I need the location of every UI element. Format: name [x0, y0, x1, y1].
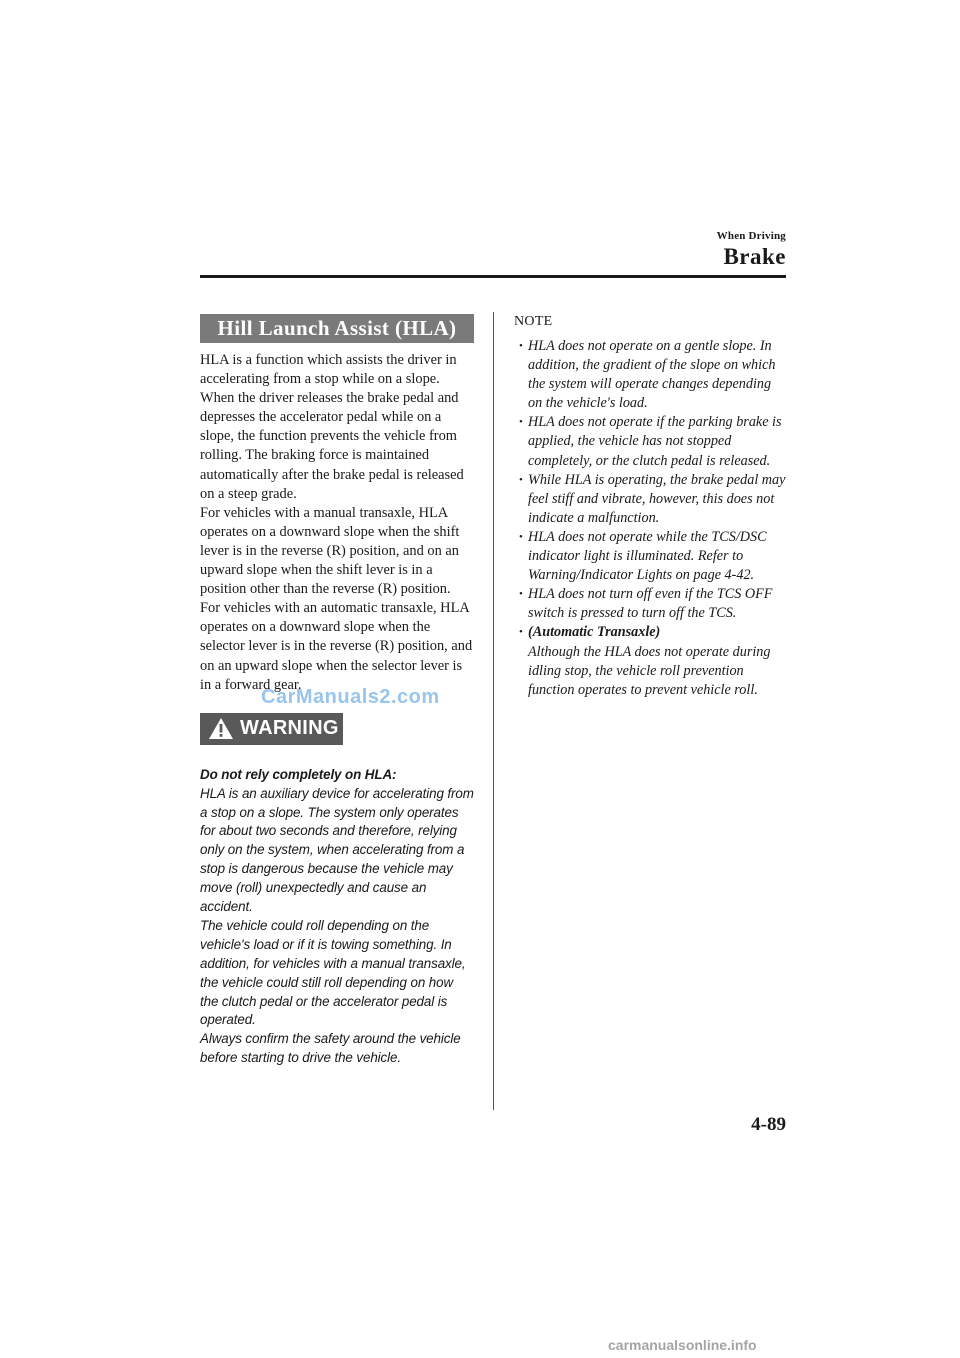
watermark-logo: CarManuals2.com [261, 686, 440, 708]
note-label: NOTE [514, 314, 553, 329]
warning-triangle-icon [208, 717, 234, 740]
note-item [512, 623, 788, 699]
warning-paragraph: Always confirm the safety around the vehicle before starting to drive the vehicle. [200, 1031, 461, 1066]
watermark-footer: carmanualsonline.info [608, 1337, 757, 1353]
note-list [512, 337, 788, 700]
note-text: HLA does not operate while the TCS/DSC indicator light is illuminated. Refer to Warning/Indicator Lights on page 4-42. [528, 528, 767, 584]
note-heading: (Automatic Transaxle) [528, 624, 661, 641]
right-column [512, 314, 788, 700]
warning-label: WARNING [240, 717, 339, 740]
hla-description [200, 351, 474, 695]
note-item [512, 528, 788, 585]
warning-paragraph: The vehicle could roll depending on the vehicle's load or if it is towing something. In addition, for vehicles with a manual transaxle, the vehicle could still roll depending on how the clutch pedal or the accelerator pedal is operated. [200, 917, 466, 1028]
note-text: HLA does not operate on a gentle slope. In addition, the gradient of the slope on which the system will operate changes depending on the vehicle's load. [528, 338, 776, 412]
note-item [512, 413, 788, 470]
note-text: Although the HLA does not operate during idling stop, the vehicle roll prevention function operates to prevent vehicle roll. [528, 643, 771, 698]
header-divider [200, 275, 786, 278]
bullet-icon: • [519, 340, 523, 352]
bullet-icon: • [519, 473, 523, 486]
section-title: Brake [723, 244, 786, 269]
page-number: 4-89 [751, 1114, 786, 1135]
note-text: HLA does not operate if the parking brake is applied, the vehicle has not stopped completely, or the clutch pedal is released. [528, 414, 782, 469]
bullet-icon: • [519, 530, 523, 543]
paragraph: HLA is a function which assists the driver in accelerating from a stop while on a slope. When the driver releases the brake pedal and depresses the accelerator pedal while on a slope, the function prevents the vehicle from rolling. The braking force is maintained automatically after the brake pedal is released on a steep grade. [200, 352, 464, 502]
bullet-icon: • [519, 588, 523, 601]
paragraph: For vehicles with a manual transaxle, HLA operates on a downward slope when the shift lever is in the reverse (R) position, and on an upward slope when the shift lever is in a position other than the reverse (R) position. [200, 504, 460, 598]
bullet-icon: • [519, 416, 523, 429]
column-divider [493, 312, 494, 1110]
note-text: HLA does not turn off even if the TCS OFF switch is pressed to turn off the TCS. [528, 586, 773, 622]
chapter-title: When Driving [716, 230, 786, 242]
note-item [512, 585, 788, 623]
note-item [512, 337, 788, 413]
bullet-icon: • [519, 626, 523, 639]
warning-banner [200, 713, 343, 745]
warning-text [200, 766, 474, 1069]
section-banner: Hill Launch Assist (HLA) [200, 314, 474, 343]
paragraph: For vehicles with an automatic transaxle, HLA operates on a downward slope when the selector lever is in the reverse (R) position, and on an upward slope when the selector lever is in a forward gear. [200, 600, 473, 693]
warning-paragraph: HLA is an auxiliary device for accelerating from a stop on a slope. The system only operates for about two seconds and therefore, relying only on the system, when accelerating from a stop is dangerous because the vehicle may move (roll) unexpectedly and cause an accident. [200, 785, 474, 915]
note-item [512, 471, 788, 528]
warning-lead: Do not rely completely on HLA: [200, 766, 397, 782]
note-text: While HLA is operating, the brake pedal may feel stiff and vibrate, however, this does not indicate a malfunction. [528, 471, 786, 526]
